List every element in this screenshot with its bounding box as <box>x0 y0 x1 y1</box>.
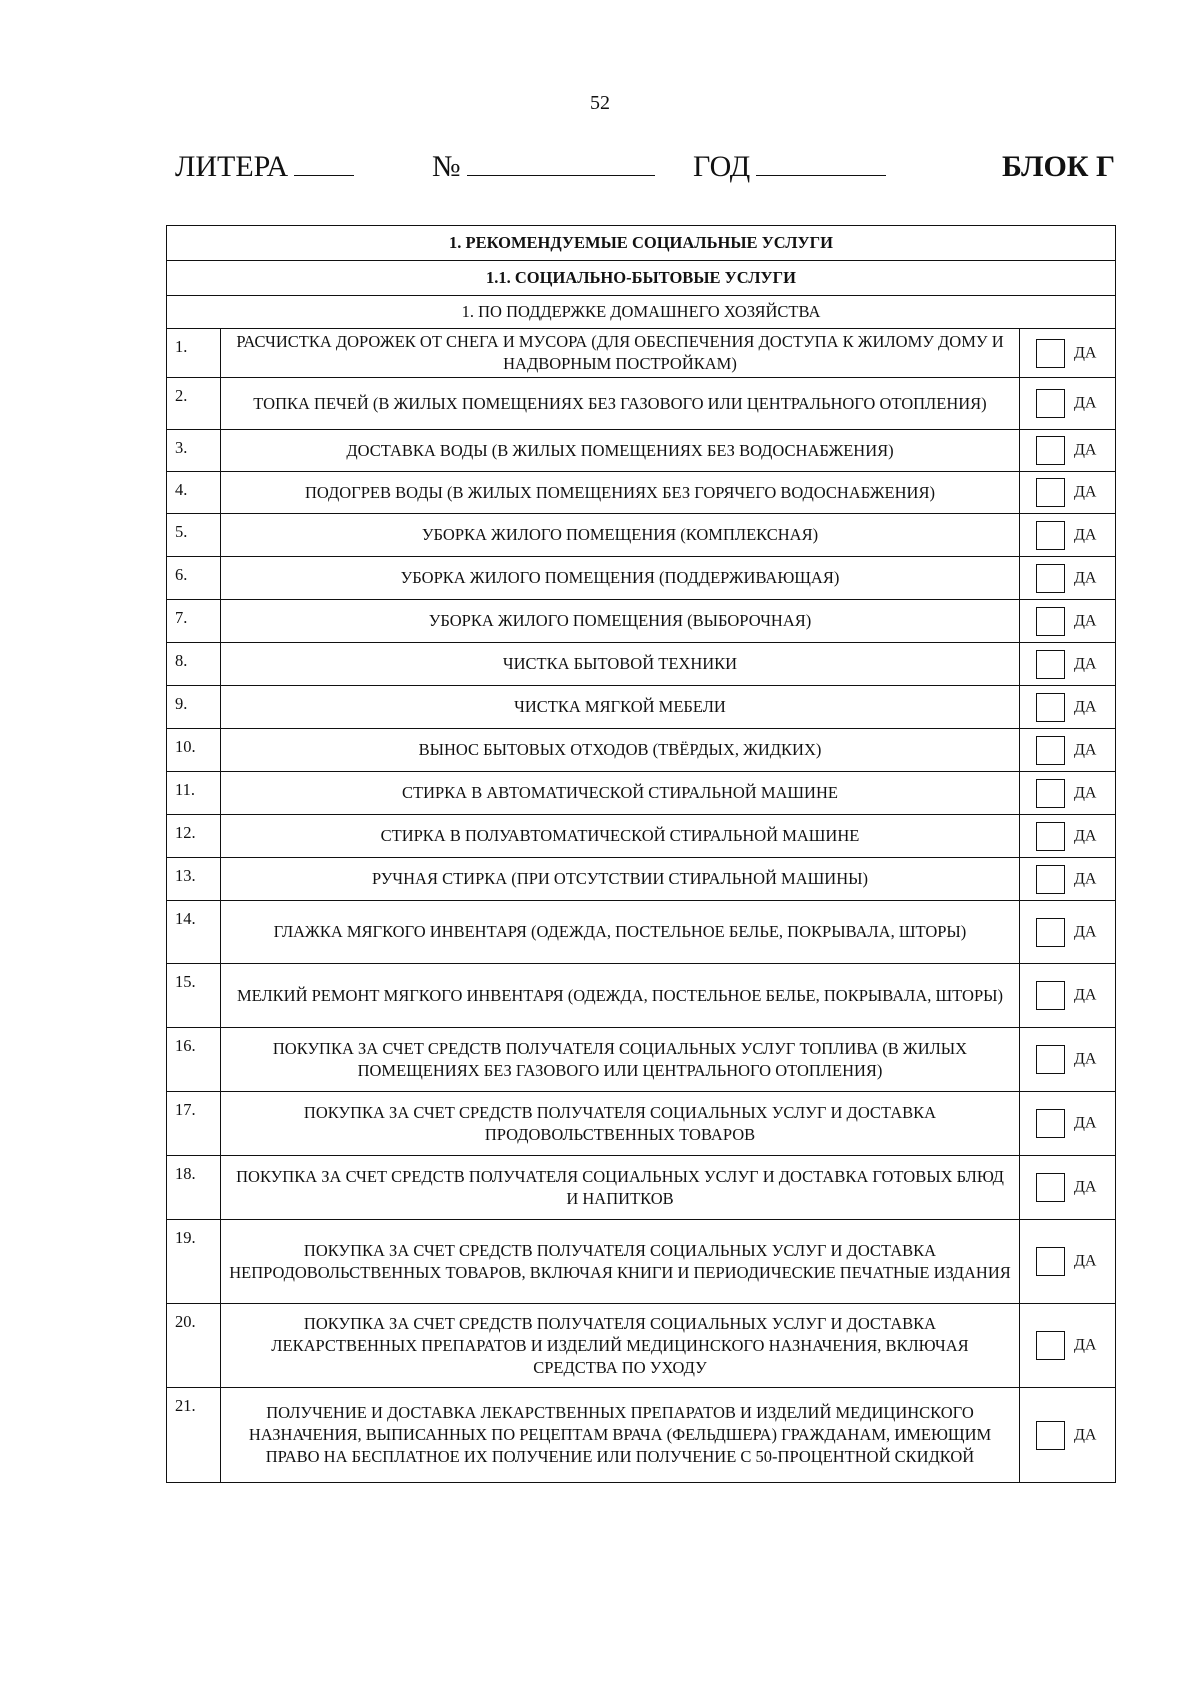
da-checkbox[interactable] <box>1036 1045 1065 1074</box>
checkbox-cell <box>1019 858 1115 901</box>
checkbox-cell <box>1019 514 1115 557</box>
year-field <box>693 150 886 184</box>
row-number: 17. <box>167 1092 221 1156</box>
service-text: ДОСТАВКА ВОДЫ (В ЖИЛЫХ ПОМЕЩЕНИЯХ БЕЗ ВОДОСНАБЖЕНИЯ) <box>221 430 1020 472</box>
da-checkbox[interactable] <box>1036 981 1065 1010</box>
da-checkbox[interactable] <box>1036 779 1065 808</box>
da-label: ДА <box>1073 870 1097 887</box>
row-number: 9. <box>167 686 221 729</box>
number-label: № <box>432 150 461 183</box>
da-label: ДА <box>1073 1114 1097 1132</box>
row-number: 20. <box>167 1304 221 1388</box>
checkbox-cell <box>1019 643 1115 686</box>
table-row <box>167 1092 1116 1156</box>
checkbox-cell <box>1019 1156 1115 1220</box>
da-label: ДА <box>1073 827 1097 844</box>
block-label: БЛОК Г <box>1002 150 1116 183</box>
da-checkbox[interactable] <box>1036 1421 1065 1450</box>
da-checkbox[interactable] <box>1036 865 1065 894</box>
table-row <box>167 964 1116 1028</box>
row-number: 18. <box>167 1156 221 1220</box>
row-number: 2. <box>167 378 221 430</box>
service-text: ПОКУПКА ЗА СЧЕТ СРЕДСТВ ПОЛУЧАТЕЛЯ СОЦИАЛЬНЫХ УСЛУГ И ДОСТАВКА НЕПРОДОВОЛЬСТВЕННЫХ ТОВАРОВ, ВКЛЮЧАЯ КНИГИ И ПЕРИОДИЧЕСКИЕ ПЕЧАТНЫЕ ИЗДАНИЯ <box>221 1220 1020 1304</box>
da-label: ДА <box>1073 569 1097 586</box>
service-text: УБОРКА ЖИЛОГО ПОМЕЩЕНИЯ (ПОДДЕРЖИВАЮЩАЯ) <box>221 557 1020 600</box>
da-checkbox[interactable] <box>1036 1173 1065 1202</box>
da-label: ДА <box>1073 655 1097 672</box>
row-number: 14. <box>167 901 221 964</box>
checkbox-cell <box>1019 472 1115 514</box>
services-table <box>166 225 1116 1483</box>
service-text: ТОПКА ПЕЧЕЙ (В ЖИЛЫХ ПОМЕЩЕНИЯХ БЕЗ ГАЗОВОГО ИЛИ ЦЕНТРАЛЬНОГО ОТОПЛЕНИЯ) <box>221 378 1020 430</box>
table-row <box>167 1388 1116 1483</box>
checkbox-cell <box>1019 378 1115 430</box>
checkbox-cell <box>1019 686 1115 729</box>
service-text: ПОЛУЧЕНИЕ И ДОСТАВКА ЛЕКАРСТВЕННЫХ ПРЕПАРАТОВ И ИЗДЕЛИЙ МЕДИЦИНСКОГО НАЗНАЧЕНИЯ, ВЫПИСАННЫХ ПО РЕЦЕПТАМ ВРАЧА (ФЕЛЬДШЕРА) ГРАЖДАНАМ, ИМЕЮЩИМ ПРАВО НА БЕСПЛАТНОЕ ИХ ПОЛУЧЕНИЕ ИЛИ ПОЛУЧЕНИЕ С 50-ПРОЦЕНТНОЙ СКИДКОЙ <box>221 1388 1020 1483</box>
da-checkbox[interactable] <box>1036 650 1065 679</box>
da-label: ДА <box>1073 1252 1097 1270</box>
year-label: ГОД <box>693 150 751 183</box>
service-text: УБОРКА ЖИЛОГО ПОМЕЩЕНИЯ (ВЫБОРОЧНАЯ) <box>221 600 1020 643</box>
da-checkbox[interactable] <box>1036 339 1065 368</box>
table-row <box>167 378 1116 430</box>
checkbox-cell <box>1019 329 1115 378</box>
table-row <box>167 772 1116 815</box>
subsection-title: 1.1. СОЦИАЛЬНО-БЫТОВЫЕ УСЛУГИ <box>167 261 1116 296</box>
table-row <box>167 729 1116 772</box>
row-number: 11. <box>167 772 221 815</box>
table-row <box>167 600 1116 643</box>
da-label: ДА <box>1073 784 1097 801</box>
da-checkbox[interactable] <box>1036 1247 1065 1276</box>
table-row <box>167 557 1116 600</box>
table-row <box>167 643 1116 686</box>
service-text: ПОКУПКА ЗА СЧЕТ СРЕДСТВ ПОЛУЧАТЕЛЯ СОЦИАЛЬНЫХ УСЛУГ И ДОСТАВКА ЛЕКАРСТВЕННЫХ ПРЕПАРАТОВ И ИЗДЕЛИЙ МЕДИЦИНСКОГО НАЗНАЧЕНИЯ, ВКЛЮЧАЯ СРЕДСТВА ПО УХОДУ <box>221 1304 1020 1388</box>
da-label: ДА <box>1073 344 1097 361</box>
da-checkbox[interactable] <box>1036 1109 1065 1138</box>
da-checkbox[interactable] <box>1036 693 1065 722</box>
number-field <box>432 150 655 184</box>
checkbox-cell <box>1019 1388 1115 1483</box>
table-row <box>167 901 1116 964</box>
section-title: 1. РЕКОМЕНДУЕМЫЕ СОЦИАЛЬНЫЕ УСЛУГИ <box>167 226 1116 261</box>
table-row <box>167 430 1116 472</box>
da-label: ДА <box>1073 612 1097 629</box>
da-label: ДА <box>1073 526 1097 543</box>
table-row <box>167 815 1116 858</box>
da-checkbox[interactable] <box>1036 736 1065 765</box>
service-text: РУЧНАЯ СТИРКА (ПРИ ОТСУТСТВИИ СТИРАЛЬНОЙ МАШИНЫ) <box>221 858 1020 901</box>
da-label: ДА <box>1073 923 1097 940</box>
table-row <box>167 1028 1116 1092</box>
row-number: 6. <box>167 557 221 600</box>
service-text: ЧИСТКА МЯГКОЙ МЕБЕЛИ <box>221 686 1020 729</box>
year-blank[interactable] <box>756 174 886 176</box>
service-text: ВЫНОС БЫТОВЫХ ОТХОДОВ (ТВЁРДЫХ, ЖИДКИХ) <box>221 729 1020 772</box>
da-label: ДА <box>1073 394 1097 412</box>
row-number: 12. <box>167 815 221 858</box>
page-number: 52 <box>590 92 610 114</box>
table-row <box>167 858 1116 901</box>
table-row <box>167 1156 1116 1220</box>
checkbox-cell <box>1019 964 1115 1028</box>
litera-field <box>175 150 354 184</box>
da-checkbox[interactable] <box>1036 436 1065 465</box>
da-checkbox[interactable] <box>1036 521 1065 550</box>
row-number: 4. <box>167 472 221 514</box>
row-number: 16. <box>167 1028 221 1092</box>
da-checkbox[interactable] <box>1036 1331 1065 1360</box>
row-number: 21. <box>167 1388 221 1483</box>
da-label: ДА <box>1073 698 1097 715</box>
service-text: МЕЛКИЙ РЕМОНТ МЯГКОГО ИНВЕНТАРЯ (ОДЕЖДА, ПОСТЕЛЬНОЕ БЕЛЬЕ, ПОКРЫВАЛА, ШТОРЫ) <box>221 964 1020 1028</box>
da-label: ДА <box>1073 741 1097 758</box>
da-label: ДА <box>1073 483 1097 501</box>
da-label: ДА <box>1073 441 1097 459</box>
service-text: ЧИСТКА БЫТОВОЙ ТЕХНИКИ <box>221 643 1020 686</box>
row-number: 3. <box>167 430 221 472</box>
da-checkbox[interactable] <box>1036 822 1065 851</box>
da-checkbox[interactable] <box>1036 389 1065 418</box>
checkbox-cell <box>1019 1092 1115 1156</box>
checkbox-cell <box>1019 430 1115 472</box>
litera-blank[interactable] <box>294 174 354 176</box>
table-row <box>167 514 1116 557</box>
service-text: СТИРКА В АВТОМАТИЧЕСКОЙ СТИРАЛЬНОЙ МАШИНЕ <box>221 772 1020 815</box>
da-label: ДА <box>1073 1050 1097 1068</box>
service-text: СТИРКА В ПОЛУАВТОМАТИЧЕСКОЙ СТИРАЛЬНОЙ МАШИНЕ <box>221 815 1020 858</box>
service-text: ПОДОГРЕВ ВОДЫ (В ЖИЛЫХ ПОМЕЩЕНИЯХ БЕЗ ГОРЯЧЕГО ВОДОСНАБЖЕНИЯ) <box>221 472 1020 514</box>
checkbox-cell <box>1019 772 1115 815</box>
row-number: 10. <box>167 729 221 772</box>
row-number: 7. <box>167 600 221 643</box>
row-number: 19. <box>167 1220 221 1304</box>
table-row <box>167 686 1116 729</box>
service-text: ГЛАЖКА МЯГКОГО ИНВЕНТАРЯ (ОДЕЖДА, ПОСТЕЛЬНОЕ БЕЛЬЕ, ПОКРЫВАЛА, ШТОРЫ) <box>221 901 1020 964</box>
table-row <box>167 1220 1116 1304</box>
checkbox-cell <box>1019 600 1115 643</box>
service-text: РАСЧИСТКА ДОРОЖЕК ОТ СНЕГА И МУСОРА (ДЛЯ ОБЕСПЕЧЕНИЯ ДОСТУПА К ЖИЛОМУ ДОМУ И НАДВОРНЫМ ПОСТРОЙКАМ) <box>221 329 1020 378</box>
checkbox-cell <box>1019 557 1115 600</box>
checkbox-cell <box>1019 729 1115 772</box>
row-number: 5. <box>167 514 221 557</box>
checkbox-cell <box>1019 1028 1115 1092</box>
service-text: ПОКУПКА ЗА СЧЕТ СРЕДСТВ ПОЛУЧАТЕЛЯ СОЦИАЛЬНЫХ УСЛУГ И ДОСТАВКА ГОТОВЫХ БЛЮД И НАПИТКОВ <box>221 1156 1020 1220</box>
checkbox-cell <box>1019 815 1115 858</box>
litera-label: ЛИТЕРА <box>175 150 289 183</box>
service-text: ПОКУПКА ЗА СЧЕТ СРЕДСТВ ПОЛУЧАТЕЛЯ СОЦИАЛЬНЫХ УСЛУГ ТОПЛИВА (В ЖИЛЫХ ПОМЕЩЕНИЯХ БЕЗ ГАЗОВОГО ИЛИ ЦЕНТРАЛЬНОГО ОТОПЛЕНИЯ) <box>221 1028 1020 1092</box>
da-checkbox[interactable] <box>1036 478 1065 507</box>
service-text: ПОКУПКА ЗА СЧЕТ СРЕДСТВ ПОЛУЧАТЕЛЯ СОЦИАЛЬНЫХ УСЛУГ И ДОСТАВКА ПРОДОВОЛЬСТВЕННЫХ ТОВАРОВ <box>221 1092 1020 1156</box>
da-label: ДА <box>1073 1336 1097 1354</box>
table-row <box>167 329 1116 378</box>
row-number: 15. <box>167 964 221 1028</box>
row-number: 1. <box>167 329 221 378</box>
checkbox-cell <box>1019 1220 1115 1304</box>
service-text: УБОРКА ЖИЛОГО ПОМЕЩЕНИЯ (КОМПЛЕКСНАЯ) <box>221 514 1020 557</box>
number-blank[interactable] <box>467 174 655 176</box>
table-row <box>167 472 1116 514</box>
da-checkbox[interactable] <box>1036 918 1065 947</box>
checkbox-cell <box>1019 901 1115 964</box>
checkbox-cell <box>1019 1304 1115 1388</box>
da-label: ДА <box>1073 986 1097 1004</box>
group-title: 1. ПО ПОДДЕРЖКЕ ДОМАШНЕГО ХОЗЯЙСТВА <box>167 296 1116 329</box>
row-number: 8. <box>167 643 221 686</box>
da-label: ДА <box>1073 1426 1097 1443</box>
row-number: 13. <box>167 858 221 901</box>
da-checkbox[interactable] <box>1036 607 1065 636</box>
da-label: ДА <box>1073 1178 1097 1196</box>
da-checkbox[interactable] <box>1036 564 1065 593</box>
table-row <box>167 1304 1116 1388</box>
